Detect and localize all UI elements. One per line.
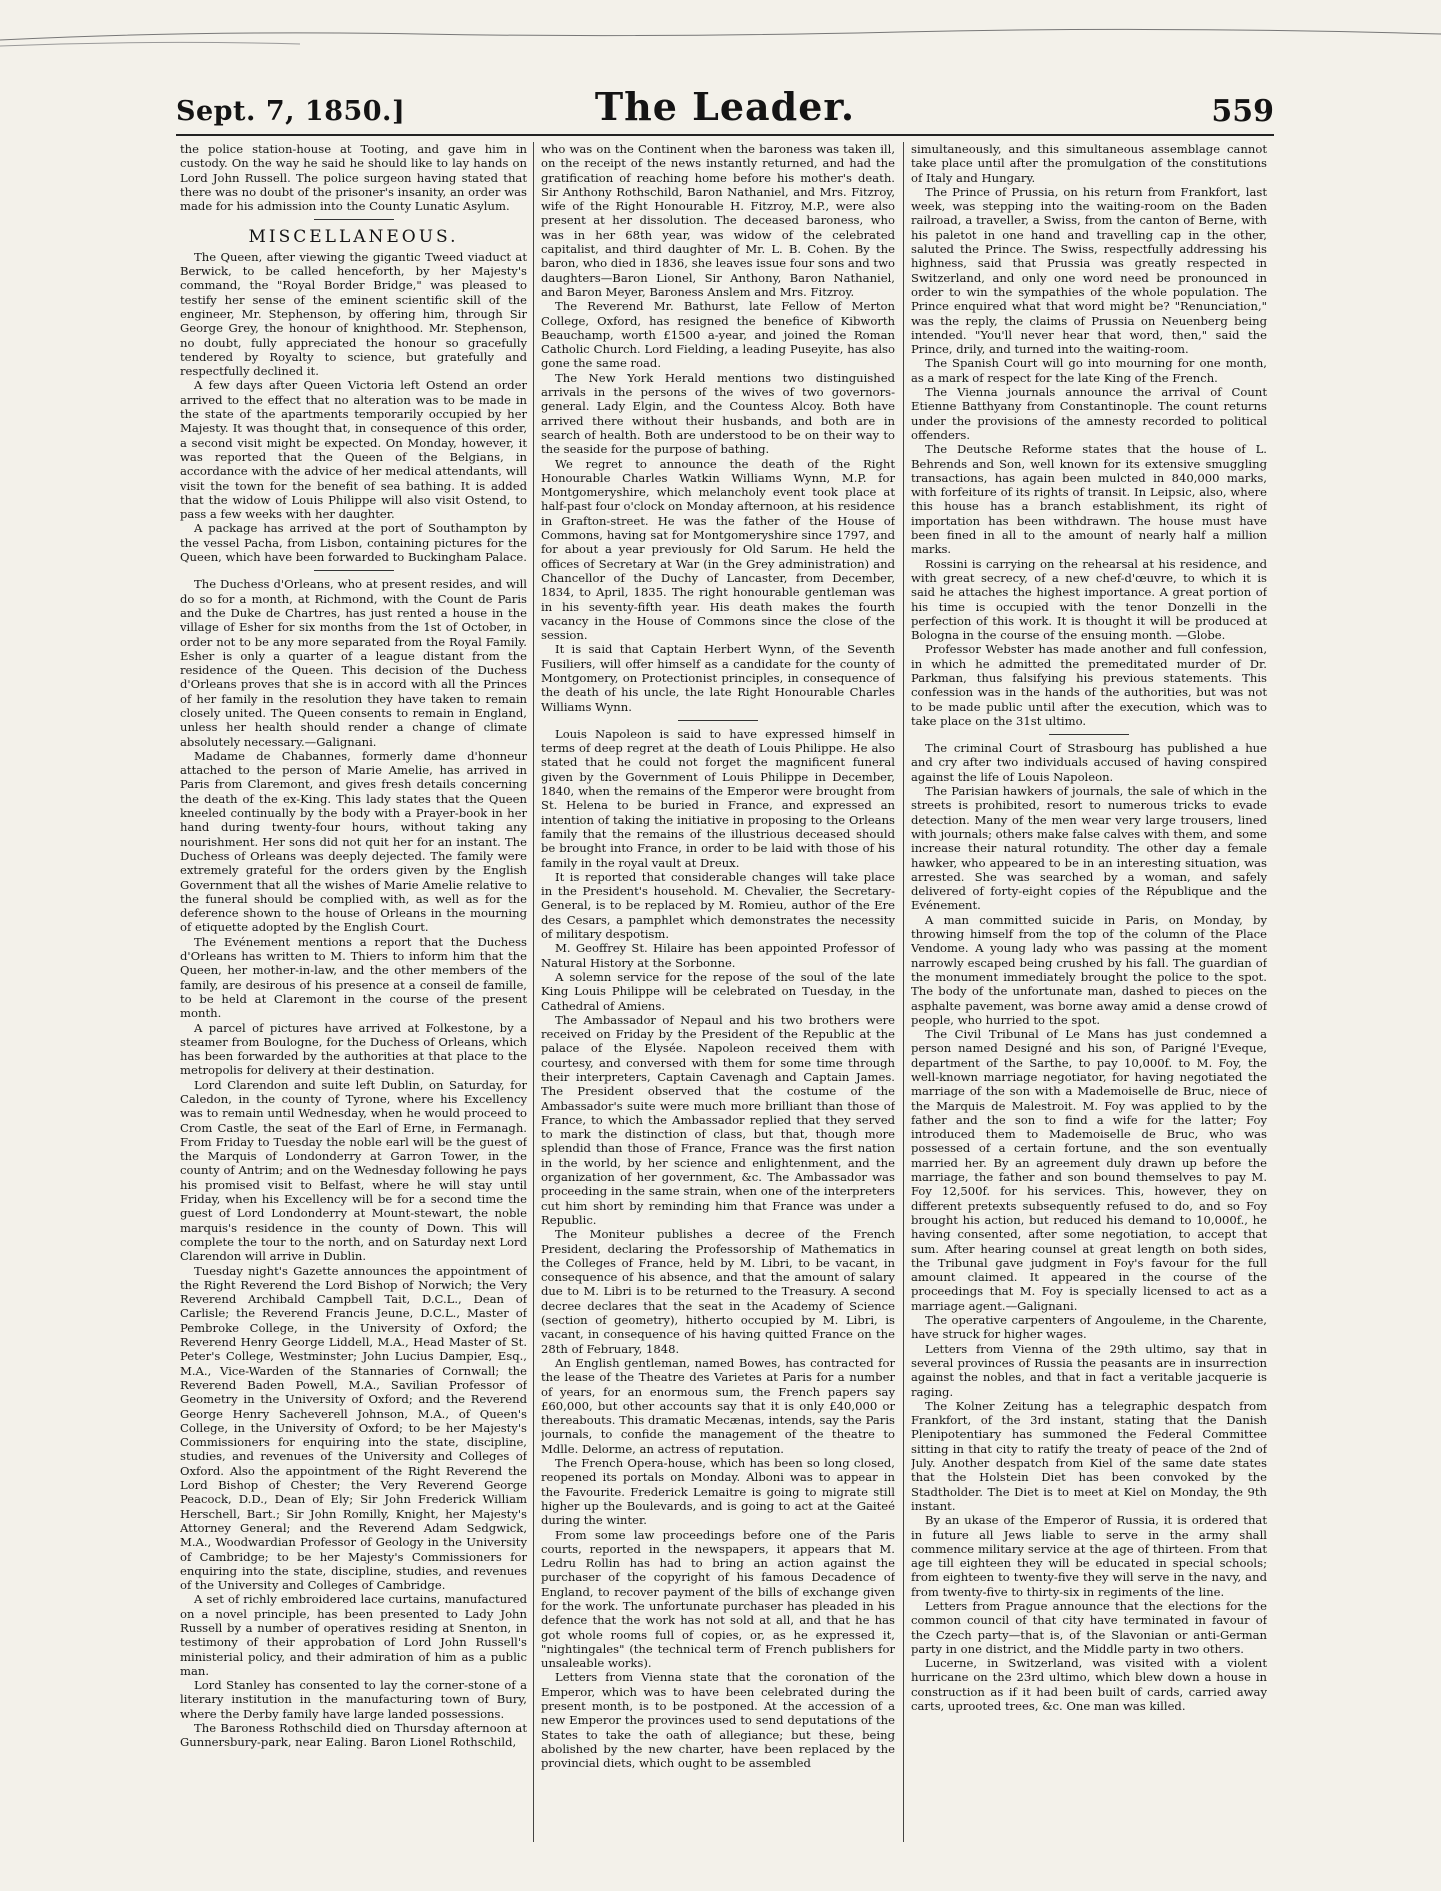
article-paragraph: A solemn service for the repose of the soul of the late King Louis Philippe will be celebrated on Tuesday, in the Cathedral of Amiens. [541, 969, 895, 1013]
article-paragraph: Louis Napoleon is said to have expressed himself in terms of deep regret at the death of Louis Philippe. He also stated that he could not forget the magnificent funeral given by the Government of Louis Philippe in December, 1840, when the remains of the Emperor were brought from St. Helena to be buried in France, and expressed an intention of taking the initiative in proposing to the Orleans family that the remains of the illustrious deceased should be brought into France, in order to be laid with those of his family in the royal vault at Dreux. [541, 726, 895, 870]
article-paragraph: The Prince of Prussia, on his return from Frankfort, last week, was stepping into the waiting-room on the Baden railroad, a traveller, a Swiss, from the canton of Berne, with his paletot in one hand and travelling cap in the other, saluted the Prince. The Swiss, respectfully addressing his highness, said that Prussia was greatly respected in Switzerland, and only one word need be pronounced in order to win the sympathies of the whole population. The Prince enquired what that word might be? "Renunciation," was the reply, the claims of Prussia on Neuenberg being intended. "You'll never hear that word, then," said the Prince, drily, and turned into the waiting-room. [911, 184, 1267, 357]
article-paragraph: The Baroness Rothschild died on Thursday afternoon at Gunnersbury-park, near Ealing. Baron Lionel Rothschild, [180, 1721, 527, 1750]
article-separator [1049, 734, 1129, 735]
article-paragraph: Tuesday night's Gazette announces the appointment of the Right Reverend the Lord Bishop of Norwich; the Very Reverend Archibald Campbell Tait, D.C.L., Dean of Carlisle; the Reverend Francis Jeune, D.C.L., Master of Pembroke College, in the University of Oxford; the Reverend Henry George Liddell, M.A., Head Master of St. Peter's College, Westminster; John Lucius Dampier, Esq., M.A., Vice-Warden of the Stannaries of Cornwall; the Reverend Baden Powell, M.A., Savilian Professor of Geometry in the University of Oxford; and the Reverend George Henry Sacheverell Johnson, M.A., of Queen's College, in the University of Oxford; to be her Majesty's Commissioners for enquiring into the state, discipline, studies, and revenues of the University and Colleges of Oxford. Also the appointment of the Right Reverend the Lord Bishop of Chester; the Very Reverend George Peacock, D.D., Dean of Ely; Sir John Frederick William Herschell, Bart.; Sir John Romilly, Knight, her Majesty's Attorney General; and the Reverend Adam Sedgwick, M.A., Woodwardian Professor of Geology in the University of Cambridge; to be her Majesty's Commissioners for enquiring into the state, discipline, studies, and revenues of the University and Colleges of Cambridge. [180, 1263, 527, 1593]
article-paragraph: We regret to announce the death of the Right Honourable Charles Watkin Williams Wynn, M.P. for Montgomeryshire, which melancholy event took place at half-past four o'clock on Monday afternoon, at his residence in Grafton-street. He was the father of the House of Commons, having sat for Montgomeryshire since 1797, and for about a year previously for Old Sarum. He held the offices of Secretary at War (in the Grey administration) and Chancellor of the Duchy of Lancaster, from December, 1834, to April, 1835. The right honourable gentleman was in his seventy-fifth year. His death makes the fourth vacancy in the House of Commons since the close of the session. [541, 456, 895, 643]
article-paragraph: The Vienna journals announce the arrival of Count Etienne Batthyany from Constantinople. The count returns under the provisions of the amnesty recorded to political offenders. [911, 385, 1267, 442]
article-paragraph: The New York Herald mentions two distinguished arrivals in the persons of the wives of two governors-general. Lady Elgin, and the Countess Alcoy. Both have arrived there without their husbands, and both are in search of health. Both are understood to be on their way to the seaside for the purpose of bathing. [541, 370, 895, 457]
column-divider [903, 142, 904, 1842]
article-paragraph: Lord Clarendon and suite left Dublin, on Saturday, for Caledon, in the county of Tyrone, where his Excellency was to remain until Wednesday, when he would proceed to Crom Castle, the seat of the Earl of Erne, in Fermanagh. From Friday to Tuesday the noble earl will be the guest of the Marquis of Londonderry at Garron Tower, in the county of Antrim; and on the Wednesday following he pays his promised visit to Belfast, where he will stay until Friday, when his Excellency will be for a second time the guest of Lord Londonderry at Mount-stewart, the noble marquis's residence in the county of Down. This will complete the tour to the north, and on Saturday next Lord Clarendon will arrive in Dublin. [180, 1077, 527, 1264]
article-paragraph: The Civil Tribunal of Le Mans has just condemned a person named Designé and his son, of Parigné l'Eveque, department of the Sarthe, to pay 10,000f. to M. Foy, the well-known marriage negotiator, for having negotiated the marriage of the son with a Mademoiselle de Bruc, niece of the Marquis de Malestroit. M. Foy was applied to by the father and the son to find a wife for the latter; Foy introduced them to Mademoiselle de Bruc, who was possessed of a certain fortune, and the son eventually married her. By an agreement duly drawn up before the marriage, the father and son bound themselves to pay M. Foy 12,500f. for his services. This, however, they on different pretexts subsequently refused to do, and so Foy brought his action, but reduced his demand to 10,000f., he having consented, after some negotiation, to accept that sum. After hearing counsel at great length on both sides, the Tribunal gave judgment in Foy's favour for the full amount claimed. It appeared in the course of the proceedings that M. Foy is specially licensed to act as a marriage agent.—Galignani. [911, 1027, 1267, 1313]
article-paragraph: Rossini is carrying on the rehearsal at his residence, and with great secrecy, of a new chef-d'œuvre, to which it is said he attaches the highest importance. A great portion of his time is occupied with the tenor Donzelli in the perfection of this work. It is thought it will be produced at Bologna in the course of the ensuing month. —Globe. [911, 556, 1267, 643]
article-paragraph: Lucerne, in Switzerland, was visited with a violent hurricane on the 23rd ultimo, which blew down a house in construction as if it had been built of cards, carried away carts, uprooted trees, &c. One man was killed. [911, 1656, 1267, 1714]
article-paragraph: A set of richly embroidered lace curtains, manufactured on a novel principle, has been presented to Lady John Russell by a number of operatives residing at Snenton, in testimony of their approbation of Lord John Russell's ministerial policy, and their admiration of him as a public man. [180, 1592, 527, 1678]
article-paragraph: The Duchess d'Orleans, who at present resides, and will do so for a month, at Richmond, with the Count de Paris and the Duke de Chartres, has just rented a house in the village of Esher for six months from the 1st of October, in order not to be any more separated from the Royal Family. Esher is only a quarter of a league distant from the residence of the Queen. This decision of the Duchess d'Orleans proves that she is in accord with all the Princes of her family in the resolution they have taken to remain closely united. The Queen consents to remain in England, unless her health should render a change of climate absolutely necessary.—Galignani. [180, 577, 527, 749]
article-separator [314, 219, 394, 220]
article-paragraph: The criminal Court of Strasbourg has published a hue and cry after two individuals accused of having conspired against the life of Louis Napoleon. [911, 741, 1267, 784]
article-paragraph: It is said that Captain Herbert Wynn, of the Seventh Fusiliers, will offer himself as a candidate for the county of Montgomery, on Protectionist principles, in consequence of the death of his uncle, the late Right Honourable Charles Williams Wynn. [541, 642, 895, 714]
column-2 [541, 142, 895, 1842]
article-paragraph: Professor Webster has made another and full confession, in which he admitted the premeditated murder of Dr. Parkman, thus falsifying his previous statements. This confession was in the hands of the authorities, but was not to be made public until after the execution, which was to take place on the 31st ultimo. [911, 642, 1267, 728]
article-separator [678, 720, 758, 721]
article-paragraph: the police station-house at Tooting, and gave him in custody. On the way he said he should like to lay hands on Lord John Russell. The police surgeon having stated that there was no doubt of the prisoner's insanity, an order was made for his admission into the County Lunatic Asylum. [180, 142, 527, 214]
column-3 [911, 142, 1267, 1842]
article-paragraph: The Parisian hawkers of journals, the sale of which in the streets is prohibited, resort to numerous tricks to evade detection. Many of the men wear very large trousers, lined with journals; others make false calves with them, and some increase their natural rotundity. The other day a female hawker, who appeared to be in an interesting situation, was arrested. She was searched by a woman, and safely delivered of forty-eight copies of the République and the Evénement. [911, 784, 1267, 913]
article-paragraph: The operative carpenters of Angouleme, in the Charente, have struck for higher wages. [911, 1313, 1267, 1342]
article-paragraph: The Queen, after viewing the gigantic Tweed viaduct at Berwick, to be called henceforth, by her Majesty's command, the "Royal Border Bridge," was pleased to testify her sense of the eminent scientific skill of the engineer, Mr. Stephenson, by offering him, through Sir George Grey, the honour of knighthood. Mr. Stephenson, no doubt, fully appreciated the honour so gracefully tendered by Royalty to science, but gratefully and respectfully declined it. [180, 249, 527, 379]
article-paragraph: Letters from Vienna state that the coronation of the Emperor, which was to have been celebrated during the present month, is to be postponed. At the accession of a new Emperor the provinces used to send deputations of the States to take the oath of allegiance; but these, being abolished by the new charter, have been replaced by the provincial diets, which ought to be assembled [541, 1670, 895, 1771]
article-paragraph: A man committed suicide in Paris, on Monday, by throwing himself from the top of the column of the Place Vendome. A young lady who was passing at the moment narrowly escaped being crushed by his fall. The guardian of the monument immediately brought the police to the spot. The body of the unfortunate man, dashed to pieces on the asphalte pavement, was borne away amid a dense crowd of people, who hurried to the spot. [911, 912, 1267, 1027]
article-paragraph: An English gentleman, named Bowes, has contracted for the lease of the Theatre des Varietes at Paris for a number of years, for an enormous sum, the French papers say £60,000, but other accounts say that it is only £40,000 or thereabouts. This dramatic Mecænas, intends, say the Paris journals, to confide the management of the theatre to Mdlle. Delorme, an actress of reputation. [541, 1355, 895, 1456]
article-paragraph: Letters from Vienna of the 29th ultimo, say that in several provinces of Russia the peasants are in insurrection against the nobles, and that in fact a veritable jacquerie is raging. [911, 1341, 1267, 1399]
article-paragraph: It is reported that considerable changes will take place in the President's household. M. Chevalier, the Secretary-General, is to be replaced by M. Romieu, author of the Ere des Cesars, a pamphlet which demonstrates the necessity of military despotism. [541, 869, 895, 942]
article-paragraph: Madame de Chabannes, formerly dame d'honneur attached to the person of Marie Amelie, has arrived in Paris from Claremont, and gives fresh details concerning the death of the ex-King. This lady states that the Queen kneeled continually by the body with a Prayer-book in her hand during twenty-four hours, without taking any nourishment. Her sons did not quit her for an instant. The Duchess of Orleans was deeply dejected. The family were extremely grateful for the orders given by the English Government that all the wishes of Marie Amelie relative to the funeral should be complied with, as well as for the deference shown to the house of Orleans in the mourning of etiquette adopted by the English Court. [180, 748, 527, 935]
article-paragraph: The Ambassador of Nepaul and his two brothers were received on Friday by the President of the Republic at the palace of the Elysée. Napoleon received them with courtesy, and conversed with them for some time through their interpreters, Captain Cavenagh and Captain James. The President observed that the costume of the Ambassador's suite were much more brilliant than those of France, to which the Ambassador replied that they served to mark the distinction of class, but that, though more splendid than those of France, France was the first nation in the world, by her science and enlightenment, and the organization of her government, &c. The Ambassador was proceeding in the same strain, when one of the interpreters cut him short by reminding him that France was under a Republic. [541, 1012, 895, 1227]
article-paragraph: Lord Stanley has consented to lay the corner-stone of a literary institution in the manufacturing town of Bury, where the Derby family have large landed possessions. [180, 1678, 527, 1721]
column-divider [533, 142, 534, 1842]
article-paragraph: The Moniteur publishes a decree of the French President, declaring the Professorship of Mathematics in the Colleges of France, held by M. Libri, to be vacant, in consequence of his absence, and that the amount of salary due to M. Libri is to be returned to the Treasury. A second decree declares that the seat in the Academy of Science (section of geometry), hitherto occupied by M. Libri, is vacant, in consequence of his having quitted France on the 28th of February, 1848. [541, 1227, 895, 1356]
section-heading: MISCELLANEOUS. [248, 227, 459, 248]
article-paragraph: The Reverend Mr. Bathurst, late Fellow of Merton College, Oxford, has resigned the benefice of Kibworth Beauchamp, worth £1500 a-year, and joined the Roman Catholic Church. Lord Fielding, a leading Puseyite, has also gone the same road. [541, 299, 895, 371]
article-paragraph: The Deutsche Reforme states that the house of L. Behrends and Son, well known for its extensive smuggling transactions, has again been mulcted in 840,000 marks, with forfeiture of its rights of transit. In Leipsic, also, where this house has a branch establishment, its right of importation has been withdrawn. The house must have been fined in all to the amount of nearly half a million marks. [911, 442, 1267, 557]
article-paragraph: From some law proceedings before one of the Paris courts, reported in the newspapers, it appears that M. Ledru Rollin has had to bring an action against the purchaser of the copyright of his famous Decadence of England, to recover payment of the bills of exchange given for the work. The unfortunate purchaser has pleaded in his defence that the work has not sold at all, and that he has got whole rooms full of copies, or, as he expressed it, "nightingales" (the technical term of French publishers for unsaleable works). [541, 1527, 895, 1671]
article-paragraph: By an ukase of the Emperor of Russia, it is ordered that in future all Jews liable to serve in the army shall commence military service at the age of thirteen. From that age till eighteen they will be educated in special schools; from eighteen to twenty-five they will serve in the navy, and from twenty-five to thirty-six in regiments of the line. [911, 1513, 1267, 1599]
masthead-title: The Leader. [594, 84, 856, 129]
page-edge-marks [0, 0, 1441, 60]
page-header [176, 84, 1274, 134]
article-paragraph: The Kolner Zeitung has a telegraphic despatch from Frankfort, of the 3rd instant, stating that the Danish Plenipotentiary has summoned the Federal Committee sitting in that city to ratify the treaty of peace of the 2nd of July. Another despatch from Kiel of the same date states that the Holstein Diet has been convoked by the Stadtholder. The Diet is to meet at Kiel on Monday, the 9th instant. [911, 1398, 1267, 1513]
article-separator [314, 570, 394, 571]
issue-date: Sept. 7, 1850.] [176, 96, 406, 127]
page-number: 559 [1211, 94, 1274, 129]
column-1 [180, 142, 527, 1842]
article-paragraph: The French Opera-house, which has been so long closed, reopened its portals on Monday. Alboni was to appear in the Favourite. Frederick Lemaitre is going to migrate still higher up the Boulevards, and is going to act at the Gaiteé during the winter. [541, 1456, 895, 1528]
header-rule [176, 134, 1274, 136]
article-paragraph: M. Geoffrey St. Hilaire has been appointed Professor of Natural History at the Sorbonne. [541, 941, 895, 970]
article-paragraph: who was on the Continent when the baroness was taken ill, on the receipt of the news instantly returned, and had the gratification of reaching home before his mother's death. Sir Anthony Rothschild, Baron Nathaniel, and Mrs. Fitzroy, wife of the Right Honourable H. Fitzroy, M.P., were also present at her dissolution. The deceased baroness, who was in her 68th year, was widow of the celebrated capitalist, and third daughter of Mr. L. B. Cohen. By the baron, who died in 1836, she leaves issue four sons and two daughters—Baron Lionel, Sir Anthony, Baron Nathaniel, and Baron Meyer, Baroness Anslem and Mrs. Fitzroy. [541, 142, 895, 299]
article-paragraph: A package has arrived at the port of Southampton by the vessel Pacha, from Lisbon, containing pictures for the Queen, which have been forwarded to Buckingham Palace. [180, 521, 527, 565]
article-paragraph: The Evénement mentions a report that the Duchess d'Orleans has written to M. Thiers to inform him that the Queen, her mother-in-law, and the other members of the family, are desirous of his presence at a conseil de famille, to be held at Claremont in the course of the present month. [180, 934, 527, 1021]
article-paragraph: The Spanish Court will go into mourning for one month, as a mark of respect for the late King of the French. [911, 356, 1267, 385]
article-paragraph: A parcel of pictures have arrived at Folkestone, by a steamer from Boulogne, for the Duchess of Orleans, which has been forwarded by the authorities at that place to the metropolis for delivery at their destination. [180, 1020, 527, 1078]
article-paragraph: A few days after Queen Victoria left Ostend an order arrived to the effect that no alteration was to be made in the state of the apartments temporarily occupied by her Majesty. It was thought that, in consequence of this order, a second visit might be expected. On Monday, however, it was reported that the Queen of the Belgians, in accordance with the advice of her medical attendants, will visit the town for the benefit of sea bathing. It is added that the widow of Louis Philippe will also visit Ostend, to pass a few weeks with her daughter. [180, 378, 527, 522]
article-paragraph: Letters from Prague announce that the elections for the common council of that city have terminated in favour of the Czech party—that is, of the Slavonian or anti-German party in one district, and the Middle party in two others. [911, 1598, 1267, 1656]
article-paragraph: simultaneously, and this simultaneous assemblage cannot take place until after the promulgation of the constitutions of Italy and Hungary. [911, 142, 1267, 185]
